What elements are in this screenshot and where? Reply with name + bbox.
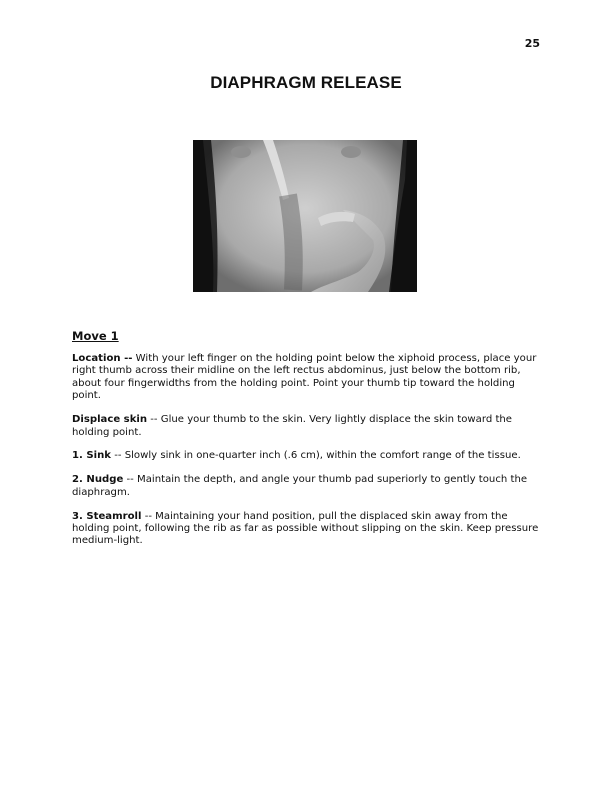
- page-number: 25: [524, 37, 540, 50]
- instructions: [72, 353, 542, 559]
- paragraph-text: -- Slowly sink in one-quarter inch (.6 cm), within the comfort range of the tissue.: [111, 450, 521, 462]
- section-heading: Move 1: [72, 329, 119, 343]
- right-nipple: [341, 146, 361, 158]
- paragraph-lead: Displace skin: [72, 414, 148, 426]
- chest-hair: [288, 195, 294, 290]
- paragraph-steamroll: [72, 511, 542, 548]
- torso-illustration: [193, 140, 417, 292]
- paragraph-text: With your left finger on the holding point below the xiphoid process, place your right thumb across their midline on the left rectus abdominus, just below the bottom rib, about four fingerwidths from the holding point. Point your thumb tip toward the holding point.: [72, 353, 537, 402]
- page-title: DIAPHRAGM RELEASE: [210, 73, 402, 92]
- paragraph-text: -- Maintain the depth, and angle your thumb pad superiorly to gently touch the diaphragm.: [72, 474, 528, 498]
- paragraph-text: -- Maintaining your hand position, pull the displaced skin away from the holding point, following the rib as far as possible without slipping on the skin. Keep pressure medium-light.: [72, 510, 539, 547]
- left-nipple: [231, 146, 251, 158]
- paragraph-lead: 1. Sink: [72, 450, 111, 462]
- paragraph-nudge: [72, 474, 542, 499]
- paragraph-sink: [72, 450, 542, 462]
- paragraph-lead: 3. Steamroll: [72, 510, 142, 522]
- paragraph-displace-skin: [72, 414, 542, 439]
- paragraph-location: [72, 353, 542, 403]
- torso-photo: [193, 140, 417, 292]
- paragraph-text: -- Glue your thumb to the skin. Very lightly displace the skin toward the holding point.: [72, 414, 513, 438]
- paragraph-lead: 2. Nudge: [72, 474, 124, 486]
- paragraph-lead: Location --: [72, 353, 133, 364]
